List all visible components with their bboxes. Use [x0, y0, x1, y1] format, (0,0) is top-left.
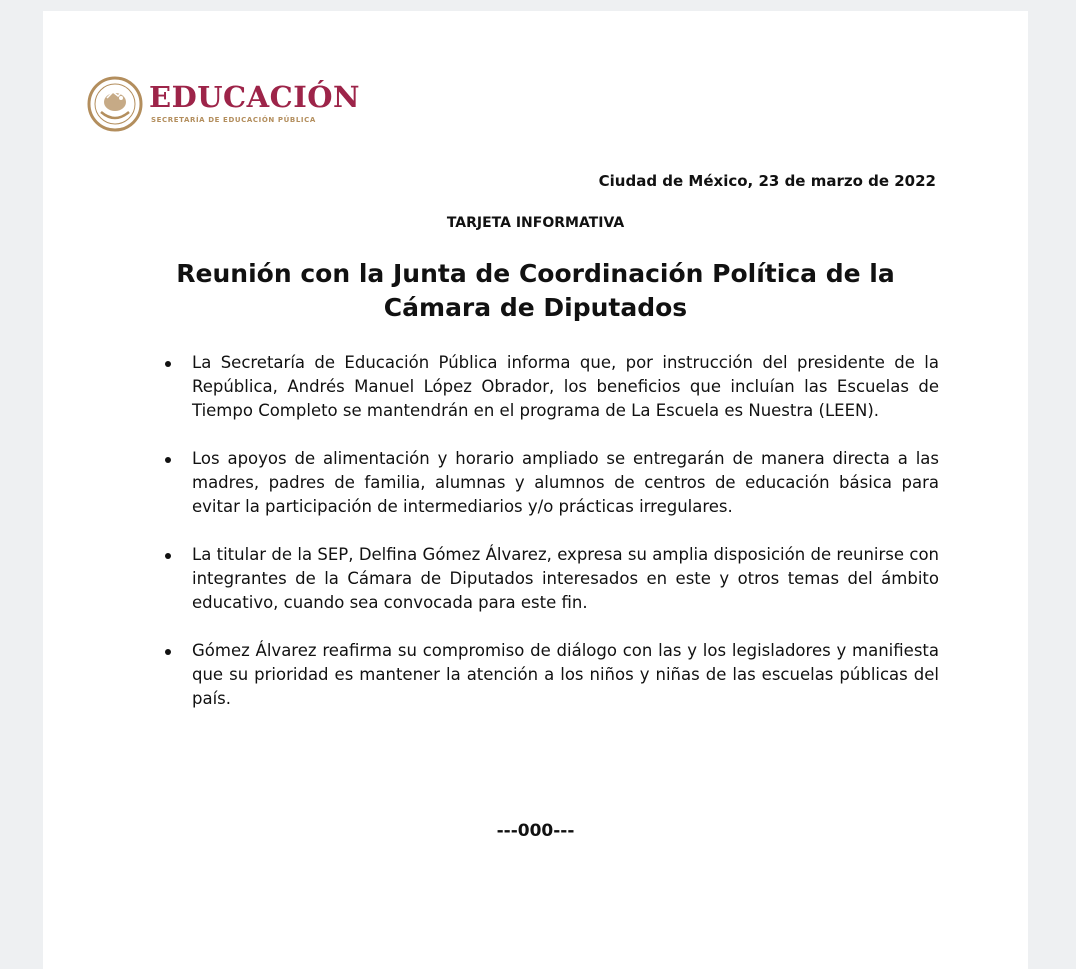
- bullet-icon: [165, 553, 171, 559]
- sep-logo: [87, 76, 387, 136]
- bullet-icon: [165, 457, 171, 463]
- bullet-text: Los apoyos de alimentación y horario ampliado se entregarán de manera directa a las madres, padres de familia, alumnas y alumnos de centros de educación básica para evitar la participación de intermediarios y/o prácticas irregulares.: [192, 449, 939, 516]
- closing-mark: ---000---: [496, 821, 575, 841]
- document-type: TARJETA INFORMATIVA: [446, 215, 625, 231]
- bullet-icon: [165, 361, 171, 367]
- document-page: [43, 11, 1028, 969]
- list-item: [165, 639, 939, 711]
- brand-title: EDUCACIÓN: [149, 80, 361, 114]
- mexico-coat-of-arms-seal-icon: [87, 76, 143, 132]
- bullet-text: La titular de la SEP, Delfina Gómez Álvarez, expresa su amplia disposición de reunirse con integrantes de la Cámara de Diputados interesados en este y otros temas del ámbito educativo, cuando sea convocada para este fin.: [192, 545, 939, 612]
- list-item: [165, 543, 939, 615]
- bullet-text: Gómez Álvarez reafirma su compromiso de diálogo con las y los legisladores y manifiesta que su prioridad es mantener la atención a los niños y niñas de las escuelas públicas del país.: [192, 641, 939, 708]
- document-title: [43, 257, 1028, 325]
- list-item: [165, 351, 939, 423]
- bullet-list: [165, 351, 939, 735]
- title-line-1: Reunión con la Junta de Coordinación Política de la: [176, 259, 895, 288]
- brand-subtitle: SECRETARÍA DE EDUCACIÓN PÚBLICA: [151, 116, 316, 124]
- bullet-icon: [165, 649, 171, 655]
- date-line: Ciudad de México, 23 de marzo de 2022: [598, 172, 936, 190]
- list-item: [165, 447, 939, 519]
- title-line-2: Cámara de Diputados: [383, 293, 688, 322]
- bullet-text: La Secretaría de Educación Pública informa que, por instrucción del presidente de la República, Andrés Manuel López Obrador, los beneficios que incluían las Escuelas de Tiempo Completo se mantendrán en el programa de La Escuela es Nuestra (LEEN).: [192, 353, 939, 420]
